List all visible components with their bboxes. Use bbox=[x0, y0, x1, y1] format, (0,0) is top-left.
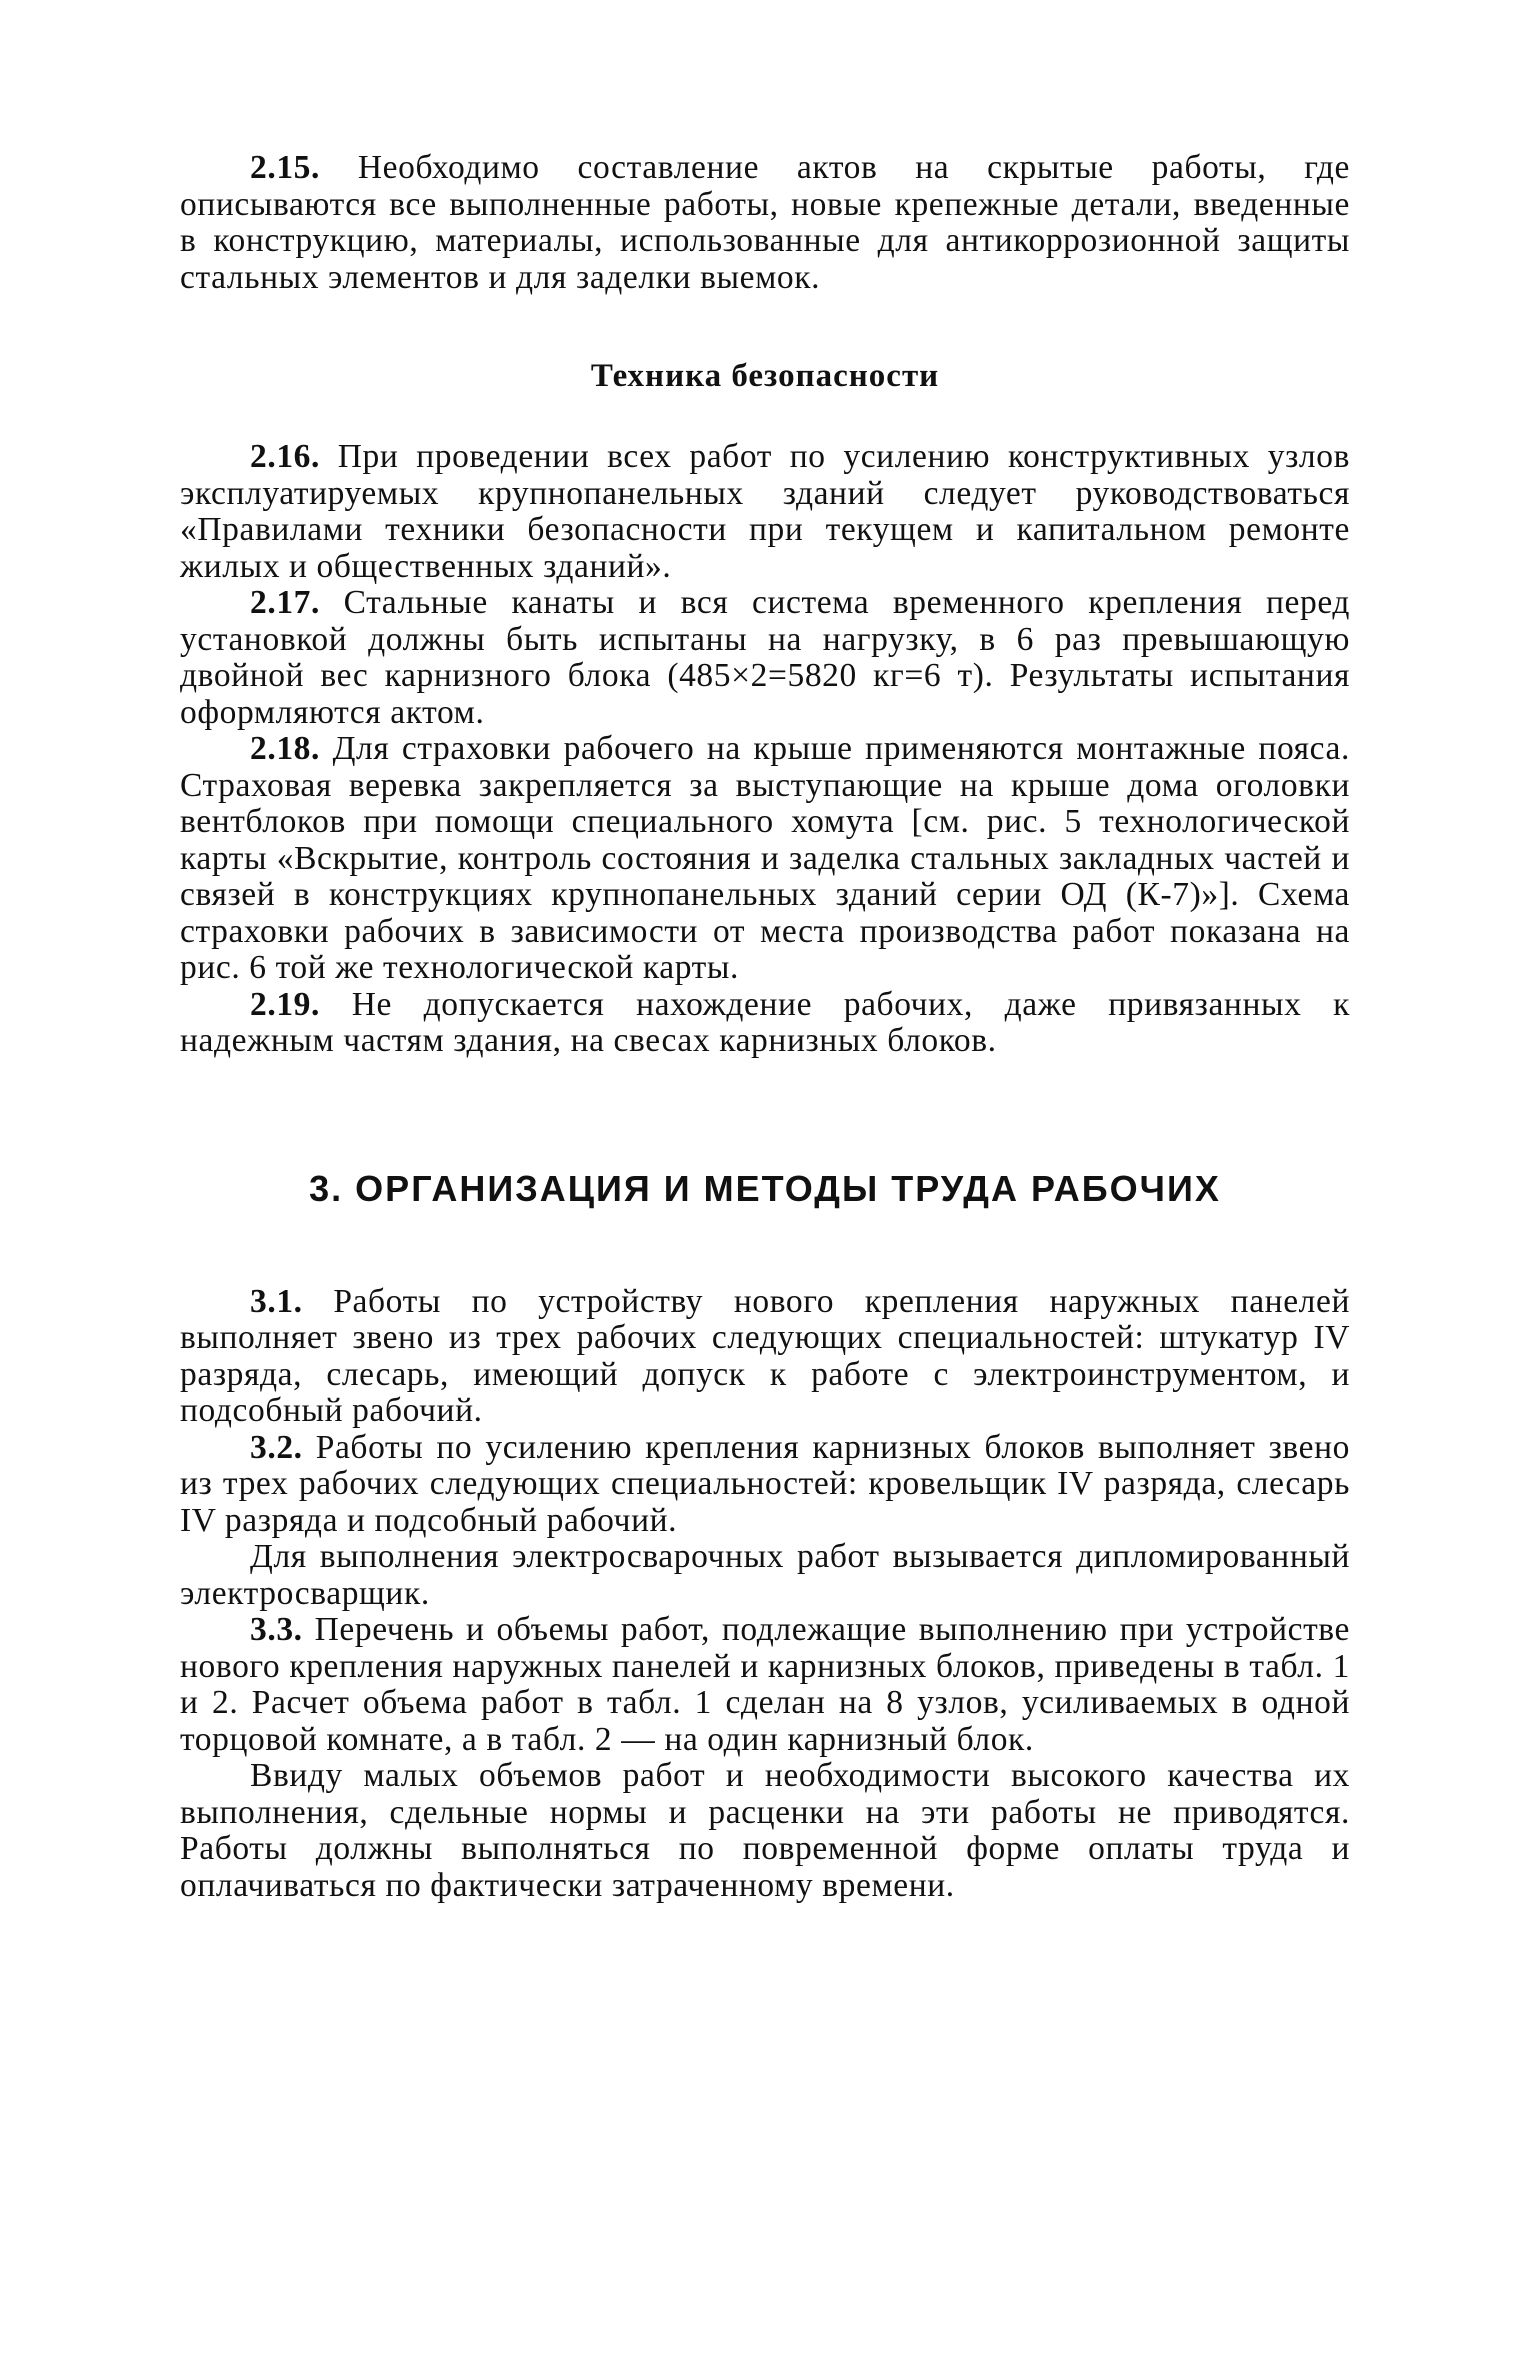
section-3-heading: 3. ОРГАНИЗАЦИЯ И МЕТОДЫ ТРУДА РАБОЧИХ bbox=[309, 1167, 1221, 1209]
paragraph-number: 2.18. bbox=[250, 730, 320, 767]
paragraph-text: Работы по устройству нового крепления наружных панелей выполняет звено из трех рабочих следующих специальностей: штукатур IV разряда, слесарь, имеющий допуск к работе с электроинструментом, и подсобный рабочий. bbox=[180, 1282, 1350, 1429]
document-page bbox=[180, 150, 1350, 1904]
paragraph-3-1 bbox=[180, 1284, 1350, 1430]
paragraph-number: 3.2. bbox=[250, 1428, 303, 1466]
paragraph-text: Для выполнения электросварочных работ вызывается дипломированный электросварщик. bbox=[180, 1538, 1350, 1612]
paragraph-2-15 bbox=[180, 150, 1350, 296]
paragraph-3-2 bbox=[180, 1430, 1350, 1540]
paragraph-3-2-continued bbox=[180, 1539, 1350, 1612]
paragraph-text: Перечень и объемы работ, подлежащие выполнению при устройстве нового крепления наружных панелей и карнизных блоков, приведены в табл. 1 и 2. Расчет объема работ в табл. 1 сделан на 8 узлов, усиливаемых в одной торцовой комнате, а в табл. 2 — на один карнизный блок. bbox=[180, 1611, 1350, 1758]
paragraph-text: Ввиду малых объемов работ и необходимости высокого качества их выполнения, сдельные нормы и расценки на эти работы не приводятся. Работы должны выполняться по повременной форме оплаты труда и оплачиваться по фактически затраченному времени. bbox=[180, 1757, 1350, 1904]
paragraph-number: 2.15. bbox=[250, 149, 320, 186]
paragraph-2-19 bbox=[180, 987, 1350, 1060]
paragraph-number: 2.17. bbox=[250, 584, 320, 621]
paragraph-text: При проведении всех работ по усилению конструктивных узлов эксплуатируемых крупнопанельных зданий следует руководствоваться «Правилами техники безопасности при текущем и капитальном ремонте жилых и общественных зданий». bbox=[180, 438, 1350, 585]
paragraph-text: Не допускается нахождение рабочих, даже привязанных к надежным частям здания, на свесах карнизных блоков. bbox=[180, 985, 1350, 1059]
safety-heading: Техника безопасности bbox=[590, 358, 940, 394]
paragraph-text: Необходимо составление актов на скрытые работы, где описываются все выполненные работы, новые крепежные детали, введенные в конструкцию, материалы, использованные для антикоррозионной защиты стальных элементов и для заделки выемок. bbox=[180, 149, 1351, 296]
paragraph-number: 3.1. bbox=[250, 1282, 303, 1320]
paragraph-3-3-continued bbox=[180, 1758, 1350, 1904]
paragraph-2-16 bbox=[180, 439, 1350, 585]
paragraph-2-18 bbox=[180, 731, 1350, 987]
paragraph-text: Стальные канаты и вся система временного крепления перед установкой должны быть испытаны на нагрузку, в 6 раз превышающую двойной вес карнизного блока (485×2=5820 кг=6 т). Результаты испытания оформляются актом. bbox=[180, 584, 1350, 731]
paragraph-number: 2.19. bbox=[250, 985, 320, 1023]
paragraph-2-17 bbox=[180, 585, 1350, 731]
paragraph-number: 3.3. bbox=[250, 1611, 303, 1648]
paragraph-text: Работы по усилению крепления карнизных блоков выполняет звено из трех рабочих следующих специальностей: кровельщик IV разряда, слесарь IV разряда и подсобный рабочий. bbox=[180, 1428, 1350, 1539]
paragraph-3-3 bbox=[180, 1612, 1350, 1758]
paragraph-number: 2.16. bbox=[250, 438, 320, 475]
paragraph-text: Для страховки рабочего на крыше применяются монтажные пояса. Страховая веревка закрепляется за выступающие на крыше дома оголовки вентблоков при помощи специального хомута [см. рис. 5 технологической карты «Вскрытие, контроль состояния и заделка стальных закладных частей и связей в конструкциях крупнопанельных зданий серии ОД (К-7)»]. Схема страховки рабочих в зависимости от места производства работ показана на рис. 6 той же технологической карты. bbox=[180, 730, 1351, 986]
